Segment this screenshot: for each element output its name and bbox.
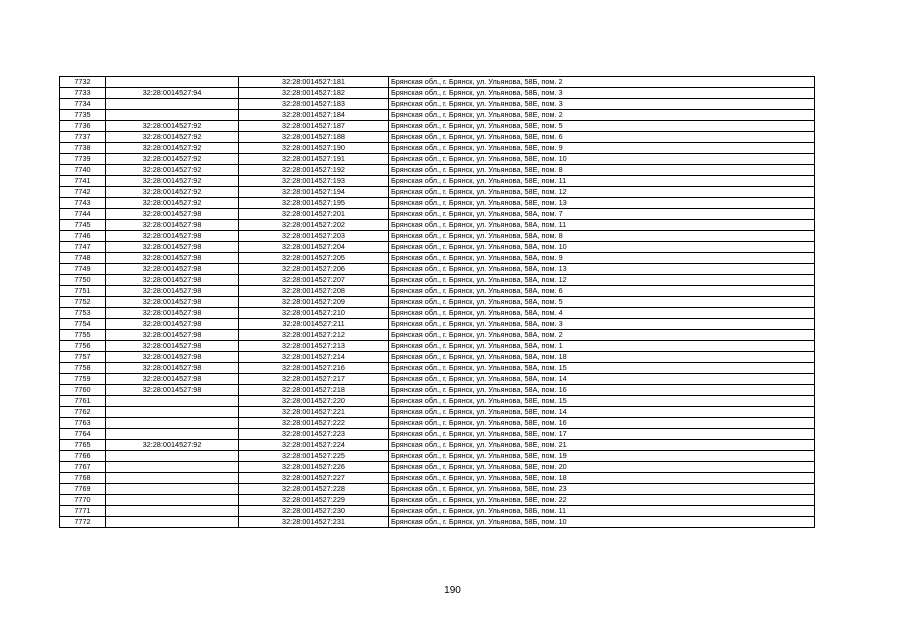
cadastral-number-cell: 32:28:0014527:195	[239, 198, 389, 209]
row-number-cell: 7756	[60, 341, 106, 352]
address-cell: Брянская обл., г. Брянск, ул. Ульянова, 58Е, пом. 3	[389, 99, 815, 110]
address-cell: Брянская обл., г. Брянск, ул. Ульянова, 58А, пом. 15	[389, 363, 815, 374]
row-number-cell: 7761	[60, 396, 106, 407]
row-number-cell: 7771	[60, 506, 106, 517]
parent-cadastral-number-cell: 32:28:0014527:98	[106, 231, 239, 242]
row-number-cell: 7755	[60, 330, 106, 341]
table-row	[60, 88, 815, 99]
address-cell: Брянская обл., г. Брянск, ул. Ульянова, 58Е, пом. 9	[389, 143, 815, 154]
address-cell: Брянская обл., г. Брянск, ул. Ульянова, 58Е, пом. 22	[389, 495, 815, 506]
table-row	[60, 143, 815, 154]
table-row	[60, 407, 815, 418]
cadastral-number-cell: 32:28:0014527:223	[239, 429, 389, 440]
table-row	[60, 132, 815, 143]
address-cell: Брянская обл., г. Брянск, ул. Ульянова, 58Е, пом. 14	[389, 407, 815, 418]
parent-cadastral-number-cell	[106, 517, 239, 528]
parent-cadastral-number-cell	[106, 396, 239, 407]
cadastral-number-cell: 32:28:0014527:182	[239, 88, 389, 99]
cadastral-number-cell: 32:28:0014527:190	[239, 143, 389, 154]
parent-cadastral-number-cell	[106, 462, 239, 473]
cadastral-number-cell: 32:28:0014527:230	[239, 506, 389, 517]
cadastral-number-cell: 32:28:0014527:224	[239, 440, 389, 451]
row-number-cell: 7743	[60, 198, 106, 209]
cadastral-number-cell: 32:28:0014527:203	[239, 231, 389, 242]
address-cell: Брянская обл., г. Брянск, ул. Ульянова, 58Е, пом. 6	[389, 132, 815, 143]
address-cell: Брянская обл., г. Брянск, ул. Ульянова, 58Е, пом. 17	[389, 429, 815, 440]
registry-table	[59, 76, 815, 528]
table-row	[60, 374, 815, 385]
parent-cadastral-number-cell: 32:28:0014527:92	[106, 440, 239, 451]
address-cell: Брянская обл., г. Брянск, ул. Ульянова, 58А, пом. 18	[389, 352, 815, 363]
row-number-cell: 7736	[60, 121, 106, 132]
row-number-cell: 7760	[60, 385, 106, 396]
cadastral-number-cell: 32:28:0014527:208	[239, 286, 389, 297]
cadastral-number-cell: 32:28:0014527:227	[239, 473, 389, 484]
address-cell: Брянская обл., г. Брянск, ул. Ульянова, 58Б, пом. 2	[389, 77, 815, 88]
address-cell: Брянская обл., г. Брянск, ул. Ульянова, 58Е, пом. 15	[389, 396, 815, 407]
cadastral-number-cell: 32:28:0014527:188	[239, 132, 389, 143]
parent-cadastral-number-cell: 32:28:0014527:92	[106, 143, 239, 154]
cadastral-number-cell: 32:28:0014527:202	[239, 220, 389, 231]
address-cell: Брянская обл., г. Брянск, ул. Ульянова, 58Е, пом. 16	[389, 418, 815, 429]
cadastral-number-cell: 32:28:0014527:231	[239, 517, 389, 528]
table-row	[60, 506, 815, 517]
parent-cadastral-number-cell: 32:28:0014527:94	[106, 88, 239, 99]
table-row	[60, 110, 815, 121]
table-row	[60, 99, 815, 110]
row-number-cell: 7750	[60, 275, 106, 286]
row-number-cell: 7763	[60, 418, 106, 429]
row-number-cell: 7772	[60, 517, 106, 528]
address-cell: Брянская обл., г. Брянск, ул. Ульянова, 58Е, пом. 21	[389, 440, 815, 451]
address-cell: Брянская обл., г. Брянск, ул. Ульянова, 58А, пом. 10	[389, 242, 815, 253]
address-cell: Брянская обл., г. Брянск, ул. Ульянова, 58А, пом. 9	[389, 253, 815, 264]
cadastral-number-cell: 32:28:0014527:183	[239, 99, 389, 110]
row-number-cell: 7740	[60, 165, 106, 176]
cadastral-number-cell: 32:28:0014527:221	[239, 407, 389, 418]
parent-cadastral-number-cell: 32:28:0014527:92	[106, 165, 239, 176]
row-number-cell: 7754	[60, 319, 106, 330]
cadastral-number-cell: 32:28:0014527:218	[239, 385, 389, 396]
address-cell: Брянская обл., г. Брянск, ул. Ульянова, 58Е, пом. 5	[389, 121, 815, 132]
row-number-cell: 7768	[60, 473, 106, 484]
address-cell: Брянская обл., г. Брянск, ул. Ульянова, 58А, пом. 6	[389, 286, 815, 297]
parent-cadastral-number-cell: 32:28:0014527:98	[106, 264, 239, 275]
parent-cadastral-number-cell: 32:28:0014527:92	[106, 132, 239, 143]
table-row	[60, 121, 815, 132]
row-number-cell: 7738	[60, 143, 106, 154]
row-number-cell: 7757	[60, 352, 106, 363]
address-cell: Брянская обл., г. Брянск, ул. Ульянова, 58Б, пом. 3	[389, 88, 815, 99]
address-cell: Брянская обл., г. Брянск, ул. Ульянова, 58А, пом. 11	[389, 220, 815, 231]
row-number-cell: 7737	[60, 132, 106, 143]
parent-cadastral-number-cell	[106, 407, 239, 418]
table-row	[60, 231, 815, 242]
page-number: 190	[444, 585, 461, 596]
cadastral-number-cell: 32:28:0014527:229	[239, 495, 389, 506]
row-number-cell: 7749	[60, 264, 106, 275]
address-cell: Брянская обл., г. Брянск, ул. Ульянова, 58А, пом. 14	[389, 374, 815, 385]
row-number-cell: 7752	[60, 297, 106, 308]
parent-cadastral-number-cell	[106, 451, 239, 462]
table-row	[60, 341, 815, 352]
cadastral-number-cell: 32:28:0014527:193	[239, 176, 389, 187]
parent-cadastral-number-cell: 32:28:0014527:92	[106, 198, 239, 209]
parent-cadastral-number-cell	[106, 77, 239, 88]
parent-cadastral-number-cell	[106, 506, 239, 517]
address-cell: Брянская обл., г. Брянск, ул. Ульянова, 58А, пом. 3	[389, 319, 815, 330]
address-cell: Брянская обл., г. Брянск, ул. Ульянова, 58Е, пом. 13	[389, 198, 815, 209]
address-cell: Брянская обл., г. Брянск, ул. Ульянова, 58А, пом. 16	[389, 385, 815, 396]
cadastral-number-cell: 32:28:0014527:201	[239, 209, 389, 220]
cadastral-number-cell: 32:28:0014527:191	[239, 154, 389, 165]
row-number-cell: 7739	[60, 154, 106, 165]
row-number-cell: 7765	[60, 440, 106, 451]
cadastral-number-cell: 32:28:0014527:184	[239, 110, 389, 121]
table-row	[60, 484, 815, 495]
row-number-cell: 7762	[60, 407, 106, 418]
table-row	[60, 330, 815, 341]
table-row	[60, 165, 815, 176]
table-row	[60, 253, 815, 264]
cadastral-number-cell: 32:28:0014527:210	[239, 308, 389, 319]
row-number-cell: 7741	[60, 176, 106, 187]
row-number-cell: 7753	[60, 308, 106, 319]
parent-cadastral-number-cell: 32:28:0014527:98	[106, 374, 239, 385]
row-number-cell: 7751	[60, 286, 106, 297]
cadastral-number-cell: 32:28:0014527:211	[239, 319, 389, 330]
table-row	[60, 308, 815, 319]
parent-cadastral-number-cell: 32:28:0014527:92	[106, 154, 239, 165]
address-cell: Брянская обл., г. Брянск, ул. Ульянова, 58Е, пом. 2	[389, 110, 815, 121]
parent-cadastral-number-cell: 32:28:0014527:92	[106, 176, 239, 187]
row-number-cell: 7770	[60, 495, 106, 506]
cadastral-number-cell: 32:28:0014527:220	[239, 396, 389, 407]
row-number-cell: 7746	[60, 231, 106, 242]
row-number-cell: 7748	[60, 253, 106, 264]
cadastral-number-cell: 32:28:0014527:226	[239, 462, 389, 473]
parent-cadastral-number-cell: 32:28:0014527:98	[106, 275, 239, 286]
table-row	[60, 352, 815, 363]
row-number-cell: 7767	[60, 462, 106, 473]
parent-cadastral-number-cell: 32:28:0014527:98	[106, 330, 239, 341]
cadastral-number-cell: 32:28:0014527:181	[239, 77, 389, 88]
parent-cadastral-number-cell	[106, 484, 239, 495]
address-cell: Брянская обл., г. Брянск, ул. Ульянова, 58А, пом. 7	[389, 209, 815, 220]
address-cell: Брянская обл., г. Брянск, ул. Ульянова, 58А, пом. 13	[389, 264, 815, 275]
address-cell: Брянская обл., г. Брянск, ул. Ульянова, 58А, пом. 5	[389, 297, 815, 308]
cadastral-number-cell: 32:28:0014527:222	[239, 418, 389, 429]
address-cell: Брянская обл., г. Брянск, ул. Ульянова, 58А, пом. 8	[389, 231, 815, 242]
cadastral-number-cell: 32:28:0014527:217	[239, 374, 389, 385]
address-cell: Брянская обл., г. Брянск, ул. Ульянова, 58Е, пом. 8	[389, 165, 815, 176]
address-cell: Брянская обл., г. Брянск, ул. Ульянова, 58А, пом. 12	[389, 275, 815, 286]
table-row	[60, 264, 815, 275]
table-row	[60, 209, 815, 220]
address-cell: Брянская обл., г. Брянск, ул. Ульянова, 58Б, пом. 11	[389, 506, 815, 517]
table-row	[60, 176, 815, 187]
parent-cadastral-number-cell: 32:28:0014527:98	[106, 352, 239, 363]
row-number-cell: 7745	[60, 220, 106, 231]
cadastral-number-cell: 32:28:0014527:204	[239, 242, 389, 253]
table-row	[60, 220, 815, 231]
table-row	[60, 297, 815, 308]
table-row	[60, 451, 815, 462]
cadastral-number-cell: 32:28:0014527:214	[239, 352, 389, 363]
parent-cadastral-number-cell	[106, 429, 239, 440]
address-cell: Брянская обл., г. Брянск, ул. Ульянова, 58А, пом. 1	[389, 341, 815, 352]
address-cell: Брянская обл., г. Брянск, ул. Ульянова, 58Б, пом. 10	[389, 517, 815, 528]
parent-cadastral-number-cell: 32:28:0014527:98	[106, 319, 239, 330]
cadastral-number-cell: 32:28:0014527:205	[239, 253, 389, 264]
address-cell: Брянская обл., г. Брянск, ул. Ульянова, 58Е, пом. 11	[389, 176, 815, 187]
table-row	[60, 517, 815, 528]
address-cell: Брянская обл., г. Брянск, ул. Ульянова, 58А, пом. 4	[389, 308, 815, 319]
table-row	[60, 187, 815, 198]
cadastral-number-cell: 32:28:0014527:213	[239, 341, 389, 352]
row-number-cell: 7747	[60, 242, 106, 253]
row-number-cell: 7742	[60, 187, 106, 198]
row-number-cell: 7764	[60, 429, 106, 440]
table-row	[60, 473, 815, 484]
table-row	[60, 429, 815, 440]
cadastral-number-cell: 32:28:0014527:207	[239, 275, 389, 286]
parent-cadastral-number-cell: 32:28:0014527:98	[106, 363, 239, 374]
row-number-cell: 7734	[60, 99, 106, 110]
cadastral-number-cell: 32:28:0014527:209	[239, 297, 389, 308]
address-cell: Брянская обл., г. Брянск, ул. Ульянова, 58Е, пом. 18	[389, 473, 815, 484]
address-cell: Брянская обл., г. Брянск, ул. Ульянова, 58Е, пом. 10	[389, 154, 815, 165]
table-row	[60, 275, 815, 286]
row-number-cell: 7732	[60, 77, 106, 88]
cadastral-number-cell: 32:28:0014527:216	[239, 363, 389, 374]
table-row	[60, 154, 815, 165]
row-number-cell: 7733	[60, 88, 106, 99]
table-row	[60, 396, 815, 407]
parent-cadastral-number-cell: 32:28:0014527:98	[106, 297, 239, 308]
table-row	[60, 77, 815, 88]
row-number-cell: 7759	[60, 374, 106, 385]
cadastral-number-cell: 32:28:0014527:212	[239, 330, 389, 341]
parent-cadastral-number-cell	[106, 495, 239, 506]
row-number-cell: 7769	[60, 484, 106, 495]
parent-cadastral-number-cell: 32:28:0014527:98	[106, 220, 239, 231]
address-cell: Брянская обл., г. Брянск, ул. Ульянова, 58Е, пом. 23	[389, 484, 815, 495]
address-cell: Брянская обл., г. Брянск, ул. Ульянова, 58Е, пом. 20	[389, 462, 815, 473]
parent-cadastral-number-cell	[106, 99, 239, 110]
cadastral-number-cell: 32:28:0014527:192	[239, 165, 389, 176]
table-row	[60, 242, 815, 253]
parent-cadastral-number-cell	[106, 110, 239, 121]
table-row	[60, 462, 815, 473]
table-row	[60, 385, 815, 396]
table-row	[60, 440, 815, 451]
cadastral-number-cell: 32:28:0014527:194	[239, 187, 389, 198]
row-number-cell: 7744	[60, 209, 106, 220]
table-row	[60, 495, 815, 506]
cadastral-number-cell: 32:28:0014527:206	[239, 264, 389, 275]
parent-cadastral-number-cell: 32:28:0014527:98	[106, 253, 239, 264]
table-row	[60, 363, 815, 374]
cadastral-number-cell: 32:28:0014527:225	[239, 451, 389, 462]
parent-cadastral-number-cell: 32:28:0014527:98	[106, 341, 239, 352]
parent-cadastral-number-cell: 32:28:0014527:98	[106, 385, 239, 396]
cadastral-number-cell: 32:28:0014527:228	[239, 484, 389, 495]
cadastral-number-cell: 32:28:0014527:187	[239, 121, 389, 132]
table-row	[60, 286, 815, 297]
parent-cadastral-number-cell: 32:28:0014527:98	[106, 242, 239, 253]
parent-cadastral-number-cell: 32:28:0014527:98	[106, 209, 239, 220]
address-cell: Брянская обл., г. Брянск, ул. Ульянова, 58А, пом. 2	[389, 330, 815, 341]
parent-cadastral-number-cell	[106, 473, 239, 484]
parent-cadastral-number-cell	[106, 418, 239, 429]
row-number-cell: 7735	[60, 110, 106, 121]
address-cell: Брянская обл., г. Брянск, ул. Ульянова, 58Е, пом. 19	[389, 451, 815, 462]
row-number-cell: 7758	[60, 363, 106, 374]
parent-cadastral-number-cell: 32:28:0014527:92	[106, 121, 239, 132]
parent-cadastral-number-cell: 32:28:0014527:98	[106, 308, 239, 319]
address-cell: Брянская обл., г. Брянск, ул. Ульянова, 58Е, пом. 12	[389, 187, 815, 198]
parent-cadastral-number-cell: 32:28:0014527:98	[106, 286, 239, 297]
registry-table-body	[60, 77, 815, 528]
parent-cadastral-number-cell: 32:28:0014527:92	[106, 187, 239, 198]
table-row	[60, 198, 815, 209]
row-number-cell: 7766	[60, 451, 106, 462]
table-row	[60, 319, 815, 330]
table-row	[60, 418, 815, 429]
